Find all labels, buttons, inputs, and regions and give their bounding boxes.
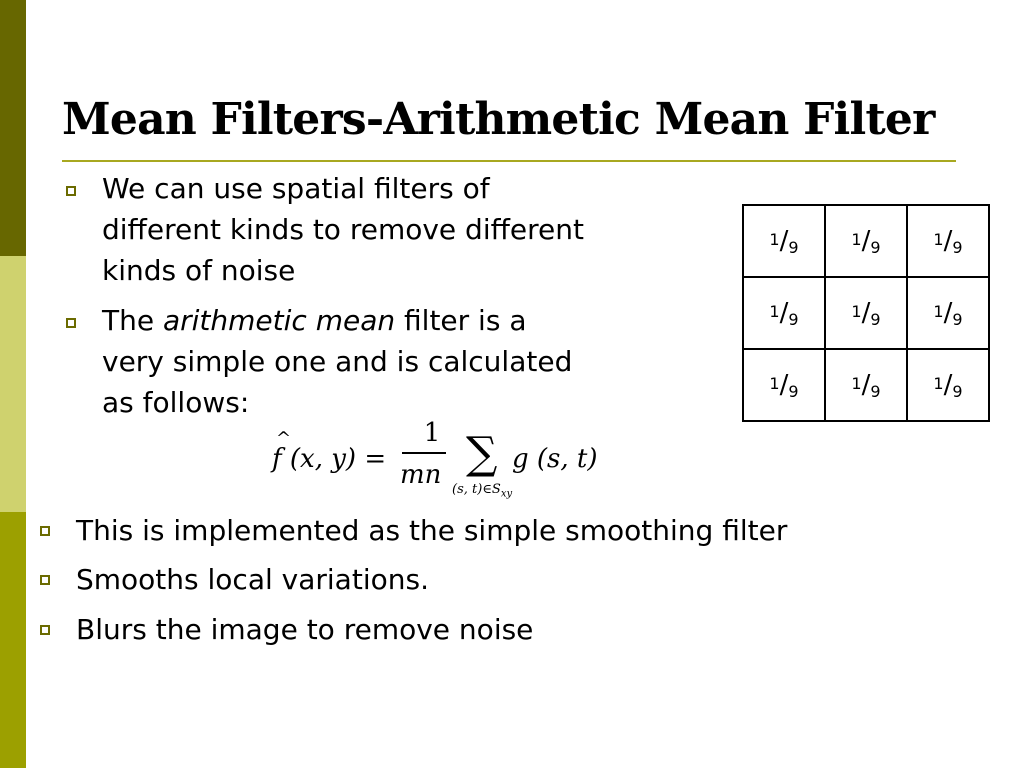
mask-slash: / [779, 226, 789, 256]
averaging-mask-table [742, 204, 990, 422]
bullet-square-icon [66, 186, 76, 196]
formula-summand: g (s, t) [512, 444, 598, 474]
bullet-text: We can use spatial filters of different kinds to remove different kinds of noise [102, 172, 584, 287]
mean-filter-formula [268, 416, 608, 506]
mask-denominator: 9 [870, 382, 881, 401]
side-bar-dark [0, 0, 26, 256]
mask-cell [907, 277, 989, 349]
mask-slash: / [943, 370, 953, 400]
formula-sum-range-main: (s, t)∈S [452, 482, 501, 497]
bullet-square-icon [40, 625, 50, 635]
bullet-text-emphasis: arithmetic mean [162, 304, 396, 337]
mask-slash: / [861, 226, 871, 256]
formula-sum-range-sub: xy [500, 488, 513, 500]
mask-numerator: 1 [769, 230, 780, 249]
formula-numerator: 1 [423, 418, 441, 448]
formula-sum-sign: ∑ [466, 428, 498, 479]
mask-cell [907, 349, 989, 421]
bullet-text: Blurs the image to remove noise [76, 613, 534, 646]
mask-numerator: 1 [851, 230, 862, 249]
formula-sum-range [452, 482, 512, 500]
bullet-square-icon [40, 526, 50, 536]
mask-row [743, 277, 989, 349]
formula-lhs: f (x, y) = [272, 444, 387, 474]
formula-denominator: mn [400, 460, 442, 490]
mask-slash: / [861, 298, 871, 328]
mask-cell [825, 277, 907, 349]
mask-cell [743, 205, 825, 277]
bullet-text: This is implemented as the simple smoothing filter [76, 514, 788, 547]
mask-numerator: 1 [933, 302, 944, 321]
mask-numerator: 1 [933, 230, 944, 249]
bullet-text-pre: The [102, 304, 163, 337]
mask-denominator: 9 [952, 310, 963, 329]
formula-hat: ^ [276, 428, 292, 449]
mask-fraction [933, 298, 962, 328]
mask-row [743, 349, 989, 421]
side-bar-light [0, 256, 26, 512]
bullet-text [102, 300, 572, 423]
mask-cell [743, 349, 825, 421]
bullet-text-post: filter is a very simple one and is calculated as follows: [102, 304, 573, 419]
mask-denominator: 9 [788, 382, 799, 401]
mask-slash: / [943, 226, 953, 256]
slide-title: Mean Filters-Arithmetic Mean Filter [62, 94, 935, 145]
mask-numerator: 1 [933, 374, 944, 393]
mask-cell [825, 205, 907, 277]
mask-row [743, 205, 989, 277]
mask-cell [743, 277, 825, 349]
bullet-square-icon [66, 318, 76, 328]
mask-slash: / [943, 298, 953, 328]
mask-denominator: 9 [870, 310, 881, 329]
mask-numerator: 1 [851, 302, 862, 321]
mask-denominator: 9 [870, 238, 881, 257]
mask-fraction [769, 370, 798, 400]
mask-cell [825, 349, 907, 421]
side-bar-olive [0, 512, 26, 768]
mask-fraction [769, 298, 798, 328]
mask-fraction [851, 298, 880, 328]
bullet-text: Smooths local variations. [76, 563, 429, 596]
mask-slash: / [779, 370, 789, 400]
mask-fraction [933, 226, 962, 256]
mask-fraction [851, 226, 880, 256]
mask-denominator: 9 [952, 382, 963, 401]
mask-numerator: 1 [769, 302, 780, 321]
mask-fraction [769, 226, 798, 256]
mask-denominator: 9 [788, 310, 799, 329]
mask-numerator: 1 [851, 374, 862, 393]
mask-denominator: 9 [788, 238, 799, 257]
title-divider [62, 160, 956, 162]
mask-cell [907, 205, 989, 277]
mask-slash: / [861, 370, 871, 400]
bullet-square-icon [40, 575, 50, 585]
mask-numerator: 1 [769, 374, 780, 393]
formula-fraction-bar [402, 452, 446, 454]
mask-fraction [851, 370, 880, 400]
mask-denominator: 9 [952, 238, 963, 257]
mask-slash: / [779, 298, 789, 328]
mask-fraction [933, 370, 962, 400]
